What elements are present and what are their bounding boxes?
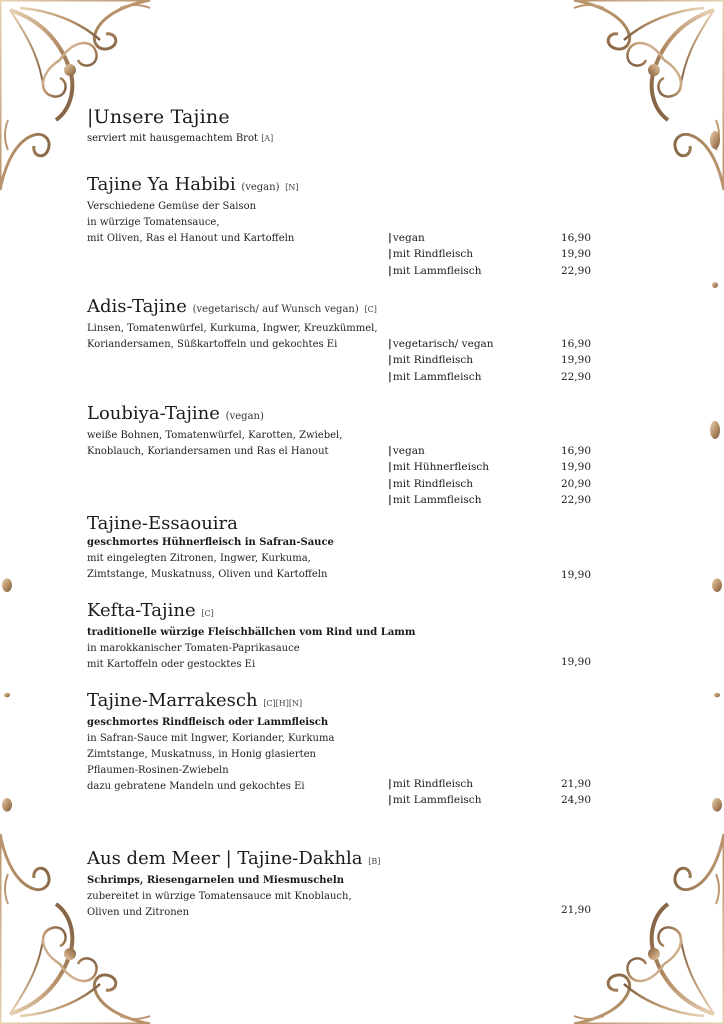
dish-highlight: traditionelle würzige Fleischbällchen vom Rind und Lamm — [87, 627, 416, 638]
price-row — [388, 336, 591, 352]
dish-desc-line: Koriandersamen, Süßkartoffeln und gekochtes Ei — [87, 339, 338, 350]
price-row — [388, 369, 591, 385]
dish-name: Aus dem Meer | Tajine-Dakhla — [87, 848, 363, 869]
dish-tajine-ya-habibi — [87, 174, 607, 277]
price-amount: 16,90 — [560, 338, 591, 350]
price-amount: 24,90 — [560, 794, 591, 807]
dish-desc-line: in marokkanischer Tomaten-Paprikasauce — [87, 643, 300, 654]
menu-content — [87, 104, 607, 918]
dish-desc-line: in Safran-Sauce mit Ingwer, Koriander, Kurkuma — [87, 733, 335, 744]
dish-desc-line: Linsen, Tomatenwürfel, Kurkuma, Ingwer, Kreuzkümmel, — [87, 323, 378, 334]
price-option: | mit Rindfleisch — [388, 476, 473, 492]
dish-allergen: [C][H][N] — [263, 699, 303, 708]
price-option: | mit Lammfleisch — [388, 369, 481, 385]
price-option: | mit Rindfleisch — [388, 352, 473, 368]
dish-allergen: [N] — [285, 183, 299, 192]
price-amount: 16,90 — [560, 232, 591, 244]
corner-ornament-top-right — [564, 0, 724, 200]
dish-name: Tajine Ya Habibi — [87, 174, 236, 195]
dish-desc-line: zubereitet in würzige Tomatensauce mit Knoblauch, — [87, 891, 352, 902]
subtitle-text: serviert mit hausgemachtem Brot — [87, 133, 258, 144]
price-row — [388, 246, 591, 262]
dish-title — [87, 513, 607, 535]
price-amount: 19,90 — [560, 461, 591, 474]
price-row — [388, 459, 591, 475]
dish-title — [87, 690, 607, 715]
price-option: | mit Lammfleisch — [388, 263, 481, 279]
dish-note: (vegan) — [241, 182, 280, 193]
price-row — [388, 263, 591, 279]
dish-desc-line: mit eingelegten Zitronen, Ingwer, Kurkuma, — [87, 553, 311, 564]
side-ornament-right-lower — [710, 570, 724, 820]
dish-allergen: [C] — [364, 305, 377, 314]
price-amount: 22,90 — [560, 264, 591, 277]
dish-desc-line: Oliven und Zitronen — [87, 907, 190, 918]
price-amount: 22,90 — [560, 370, 591, 383]
price-option: | mit Lammfleisch — [388, 492, 481, 508]
pendant-ornament-icon — [710, 570, 724, 820]
price-option: | vegan — [388, 443, 425, 459]
price-option: | mit Rindfleisch — [388, 776, 473, 792]
price-row — [388, 492, 591, 508]
dish-desc-line: mit Oliven, Ras el Hanout und Kartoffeln — [87, 233, 295, 244]
price-row — [388, 352, 591, 368]
dish-highlight: Schrimps, Riesengarnelen und Miesmuscheln — [87, 875, 344, 886]
dish-adis-tajine — [87, 296, 607, 383]
dish-title — [87, 296, 607, 321]
dish-desc-line: mit Kartoffeln oder gestocktes Ei — [87, 659, 256, 670]
dish-desc-line: Zimtstange, Muskatnuss, Oliven und Kartoffeln — [87, 569, 328, 580]
dish-note: (vegetarisch/ auf Wunsch vegan) — [192, 304, 359, 315]
dish-desc-line: Zimtstange, Muskatnuss, in Honig glasierten — [87, 749, 316, 760]
page-subtitle — [87, 132, 607, 146]
dish-tajine-dakhla — [87, 848, 607, 921]
dish-highlight: Verschiedene Gemüse der Saison — [87, 201, 257, 212]
dish-name: Loubiya-Tajine — [87, 403, 220, 424]
dish-desc-line: dazu gebratene Mandeln und gekochtes Ei — [87, 781, 305, 792]
dish-allergen: [B] — [368, 857, 381, 866]
dish-kefta-tajine — [87, 600, 607, 673]
dish-name: Adis-Tajine — [87, 296, 187, 317]
price-row — [388, 776, 591, 792]
pendant-ornament-icon — [0, 570, 14, 820]
price-row — [388, 230, 591, 246]
dish-price: 21,90 — [560, 904, 591, 916]
dish-price: 19,90 — [560, 569, 591, 581]
price-list — [388, 230, 591, 279]
price-row — [388, 792, 591, 808]
dish-name: Tajine-Essaouira — [87, 513, 238, 534]
price-list — [388, 443, 591, 509]
dish-name: Kefta-Tajine — [87, 600, 196, 621]
price-list — [388, 776, 591, 809]
side-ornament-right-upper — [708, 120, 722, 450]
dish-note: (vegan) — [225, 411, 264, 422]
dish-desc-line: weiße Bohnen, Tomatenwürfel, Karotten, Zwiebel, — [87, 430, 343, 441]
side-ornament-left — [0, 570, 14, 820]
dish-name: Tajine-Marrakesch — [87, 690, 258, 711]
dish-loubiya-tajine — [87, 403, 607, 507]
dish-desc-line: Knoblauch, Koriandersamen und Ras el Hanout — [87, 446, 329, 457]
subtitle-allergen: [A] — [261, 134, 274, 143]
price-amount: 22,90 — [560, 494, 591, 507]
dish-title — [87, 600, 607, 625]
price-amount: 19,90 — [560, 354, 591, 367]
dish-price: 19,90 — [560, 656, 591, 668]
page-title: |Unsere Tajine — [87, 106, 230, 128]
price-option: | mit Hühnerfleisch — [388, 459, 489, 475]
dish-desc-line: Pflaumen-Rosinen-Zwiebeln — [87, 765, 229, 776]
scroll-ornament-icon — [564, 0, 724, 200]
price-amount: 16,90 — [560, 445, 591, 457]
scroll-ornament-icon — [0, 0, 160, 200]
price-option: | vegan — [388, 230, 425, 246]
dish-highlight: geschmortes Hühnerfleisch in Safran-Sauce — [87, 537, 334, 548]
price-row — [388, 476, 591, 492]
price-amount: 19,90 — [560, 248, 591, 261]
price-amount: 20,90 — [560, 477, 591, 490]
dish-title — [87, 174, 607, 199]
price-option: | mit Rindfleisch — [388, 246, 473, 262]
dish-highlight: geschmortes Rindfleisch oder Lammfleisch — [87, 717, 329, 728]
price-row — [388, 443, 591, 459]
price-list — [388, 336, 591, 385]
dish-title — [87, 403, 607, 428]
dish-allergen: [C] — [201, 609, 214, 618]
dish-tajine-essaouira — [87, 513, 607, 583]
price-amount: 21,90 — [560, 778, 591, 790]
price-option: | mit Lammfleisch — [388, 792, 481, 808]
price-option: | vegetarisch/ vegan — [388, 336, 494, 352]
dish-desc-line: in würzige Tomatensauce, — [87, 217, 220, 228]
dish-title — [87, 848, 607, 873]
pendant-ornament-icon — [708, 120, 722, 450]
corner-ornament-top-left — [0, 0, 160, 200]
dish-tajine-marrakesch — [87, 690, 607, 807]
